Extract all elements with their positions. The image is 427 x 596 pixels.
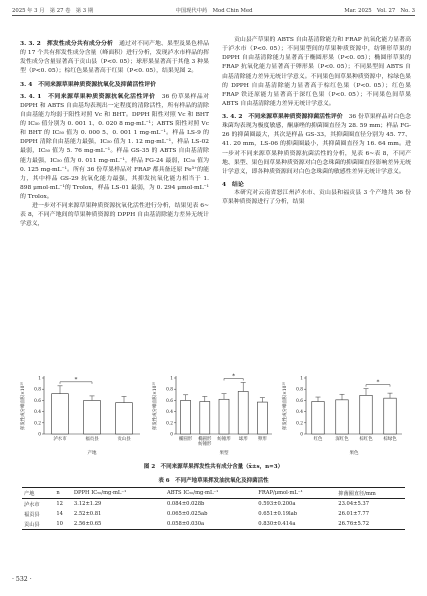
y-tick-label: 0.2 — [166, 421, 173, 427]
bar — [52, 394, 69, 434]
bar — [200, 402, 210, 434]
table-cell: 福贡县 — [24, 511, 40, 518]
y-tick-label: 1 — [300, 376, 303, 382]
table-cell: 26.01±7.77 — [338, 511, 370, 517]
figure-2-bar-charts — [18, 362, 409, 460]
x-tick-label: 棕绿色 — [383, 437, 397, 442]
x-tick-label: 棕红色 — [359, 437, 373, 442]
y-tick-label: 0.8 — [166, 387, 173, 393]
table-header-row — [22, 488, 405, 499]
panel-label: 果型 — [219, 451, 229, 456]
table-6 — [22, 487, 405, 530]
section-heading: 4 结论 — [222, 180, 244, 188]
header-rule — [12, 15, 415, 16]
bar — [84, 400, 101, 434]
table-header-cell: 产地 — [22, 488, 54, 499]
y-tick-label: 0.2 — [34, 421, 41, 427]
x-tick-label: 椭圆形 — [179, 437, 193, 442]
table-header-cell: FRAP/μmol·mL⁻¹ — [256, 488, 336, 499]
bar — [360, 395, 372, 434]
table-header-cell: ABTS IC₅₀/mg·mL⁻¹ — [165, 488, 256, 499]
running-header-journal: 中国现代中药 Mod Chin Med — [175, 8, 253, 14]
table-cell: 贡山县 — [22, 519, 54, 530]
bar — [384, 398, 396, 434]
table-cell: 0.593±0.200a — [258, 501, 296, 507]
table-header-cell: n — [54, 488, 72, 499]
x-tick-label: 卵形 — [258, 437, 267, 442]
paragraph-text: 通过对不同产地、果型及果色样品的 17 个共有挥发性成分含量（峰面积）进行分析，发现泸水市样品的挥发性成分含量显著高于贡山县（P<0. 05）；球形果显著高于其他 3 种果型（P<0. 05）；棕红色果显著高于红果（P<0. 05），结果见图 2。 — [20, 41, 209, 75]
x-tick-label: 深红色 — [335, 437, 349, 442]
paragraph-text: 36 份草果样品对 DPPH 和 ABTS 自由基均表现出一定程度的清除活性，所有样品的清除自由基能力均弱于阳性对照 Vc 和 BHT。DPPH 阳性对照 Vc 和 BHT 的 IC₅₀ 值分别为 0. 001 1、0. 020 8 mg·mL⁻¹；ABTS 阳性对照 Vc 和 BHT 的 IC₅₀ 值为 0. 000 5、0. 001 1 mg·mL⁻¹。样品 LS-9 的 DPPH 清除自由基能力最强，IC₅₀ 值为 1. 12 mg·mL⁻¹，样品 LS-02 最弱，IC₅₀ 值为 5. 76 mg·mL⁻¹。样品 GS-35 的 ABTS 自由基清除能力最强，IC₅₀ 值为 0. 011 mg·mL⁻¹，样品 FG-24 最弱，IC₅₀ 值为 0. 125 mg·mL⁻¹。所有 36 份草果样品对 FRAP 都具备还原 Fe³⁺的能力，其中样品 GS-29 抗氧化能力最强，其抑发抗氧化能力相当于 1. 898 μmol·mL⁻¹的 Trolox，样品 LS-01 最弱，为 0. 294 μmol·mL⁻¹的 Trolox。 — [20, 93, 210, 200]
subsection-heading: 3. 3. 2 挥发性成分共有成分分析 — [20, 40, 113, 47]
y-tick-label: 0.4 — [166, 410, 173, 416]
table-row — [22, 519, 405, 530]
table-cell: 2.56±0.65 — [72, 519, 165, 530]
y-tick-label: 1 — [170, 376, 173, 382]
panel-label: 果色 — [349, 451, 359, 456]
y-tick-label: 0.4 — [296, 410, 303, 416]
table-cell: 0.830±0.414a — [256, 519, 336, 530]
y-tick-label: 0.6 — [166, 398, 173, 404]
table-cell: 23.04±5.37 — [338, 501, 370, 507]
table-cell: 12 — [56, 501, 63, 507]
bar — [312, 402, 324, 434]
x-tick-label: 椭圆形 — [198, 437, 212, 442]
subsection-paragraph — [20, 39, 209, 77]
y-tick-label: 0.8 — [296, 387, 303, 393]
chart-panel — [151, 373, 272, 456]
panel-label: 产地 — [87, 451, 97, 456]
y-axis-title: 挥发性成分峰面积×10¹⁰ — [283, 382, 288, 430]
significance-marker: * — [74, 376, 78, 383]
y-tick-label: 0 — [38, 432, 41, 438]
right-text-column — [222, 36, 411, 207]
left-text-column — [20, 36, 209, 230]
body-paragraph: 本研究对云南省怒江州泸水市、贡山县和福贡县 3 个产地共 36 份草果种质资源进行了分析，结果 — [222, 190, 411, 206]
subsection-heading: 3. 4. 1 不同来源草果种质资源抗氧化活性评价 — [20, 92, 156, 100]
x-tick-label: 贡山县 — [117, 437, 131, 442]
y-tick-label: 0.2 — [296, 421, 303, 427]
table-cell: 10 — [54, 519, 72, 530]
page-number: · 532 · — [12, 576, 32, 583]
y-tick-label: 0 — [170, 432, 173, 438]
table-row — [22, 499, 405, 510]
body-paragraph: 进一步对不同来源草果种质资源抗氧化活性进行分析，结果见表 6~表 8，不同产地间的草果种质资源的 DPPH 自由基清除能力差异无统计学意义， — [20, 203, 209, 228]
table-row — [22, 509, 405, 519]
x-tick-label: 红色 — [313, 437, 323, 442]
y-tick-label: 1 — [38, 376, 41, 382]
x-tick-label: 福贡县 — [85, 437, 99, 442]
table-cell: 2.52±0.81 — [73, 511, 102, 517]
y-tick-label: 0 — [300, 432, 303, 438]
x-tick-label: 泸水市 — [53, 437, 67, 442]
table-cell: 3.12±1.29 — [73, 501, 102, 507]
bar — [219, 399, 229, 434]
table-cell: 0.065±0.025ab — [166, 511, 208, 517]
y-tick-label: 0.6 — [296, 398, 303, 404]
table-cell: 泸水市 — [24, 501, 40, 508]
bar — [238, 391, 248, 434]
paragraph-text: 36 份草果样品对白色念珠菌均表现为极度敏感，酮康唑的抑菌圈直径为 28. 59 mm；样品 FG-26 的抑菌圈最大，其次是样品 GS-33，其抑菌圈直径分别为 45. 77、41. 20 mm，LS-06 的抑菌圈最小，其抑菌圈直径为 16. 64 mm。进一步对不同来源草果种质资源抗菌活性的分析，见表 6~表 8，不同产地、果型、果色间草果种质资源对白色念珠菌的抑菌圈直径影响差异无统计学意义，即各种质资源间对白色念珠菌的敏感性差异无统计学意义。 — [222, 114, 412, 175]
subsection-paragraph — [222, 112, 411, 177]
table-cell: 0.651±0.19lab — [258, 511, 298, 517]
subsection-heading: 3. 4. 2 不同来源草果种质资源抑菌活性评价 — [222, 113, 343, 120]
figure-caption: 图 2 不同来源草果挥发性共有成分含量（x̄±s，n=3） — [143, 464, 284, 470]
table-cell: 0.084±0.028b — [166, 501, 205, 507]
table-header-cell: 抑菌圈直径/mm — [336, 488, 405, 499]
y-tick-label: 0.8 — [34, 387, 41, 393]
running-header-issue: 2025 年 3 月 第 27 卷 第 3 期 — [12, 8, 94, 14]
running-header-date: Mar. 2025 Vol. 27 No. 3 — [344, 8, 415, 14]
chart-panel — [19, 376, 140, 456]
y-axis-title: 挥发性成分峰面积×10¹⁰ — [21, 382, 26, 430]
table-cell: 0.058±0.030a — [165, 519, 256, 530]
table-cell: 14 — [56, 511, 63, 517]
x-tick-label: 纺锤形 — [217, 437, 231, 442]
y-tick-label: 0.4 — [34, 410, 41, 416]
subsection-paragraph — [20, 92, 209, 203]
bar — [336, 400, 348, 434]
significance-marker: * — [232, 373, 235, 380]
x-tick-label: 球形 — [238, 437, 248, 442]
table-cell: 26.76±5.72 — [336, 519, 405, 530]
bar — [116, 403, 133, 434]
bar — [181, 400, 191, 434]
table-header-cell: DPPH IC₅₀/mg·mL⁻¹ — [72, 488, 165, 499]
significance-marker: * — [376, 379, 380, 386]
section-heading: 3. 4 不同来源草果种质资源抗氧化及抑菌活性评价 — [20, 80, 157, 88]
y-axis-title: 挥发性成分峰面积×10¹⁰ — [153, 382, 158, 430]
chart-panel — [281, 376, 402, 456]
bar — [257, 402, 267, 434]
table-caption: 表 6 不同产地草果挥发油抗氧化及抑菌活性 — [158, 478, 269, 484]
y-tick-label: 0.6 — [34, 398, 41, 404]
body-paragraph: 贡山县产草果的 ABTS 自由基清除能力和 FRAP 抗氧化能力显著高于泸水市（P<0. 05）；不同果型间的草果种质资源中，纺锤形草果的 DPPH 自由基清除能力显著高于椭圆形果（P<0. 05）；椭圆形草果的 FRAP 抗氧化能力显著高于卵形果（P<0. 05）；不同果型间 ABTS 自由基清除能力差异无统计学意义。不同果色间草果种质资源中，棕绿色果的 DPPH 自由基清除能力显著高于棕红色果（P<0. 05）；红色果 FRAP 铁还原能力显著高于深红色果（P<0. 05）；不同果色间草果 ABTS 自由基清除能力差异无统计学意义。 — [222, 37, 411, 107]
x-tick-label: 纺锤形 — [198, 442, 212, 447]
